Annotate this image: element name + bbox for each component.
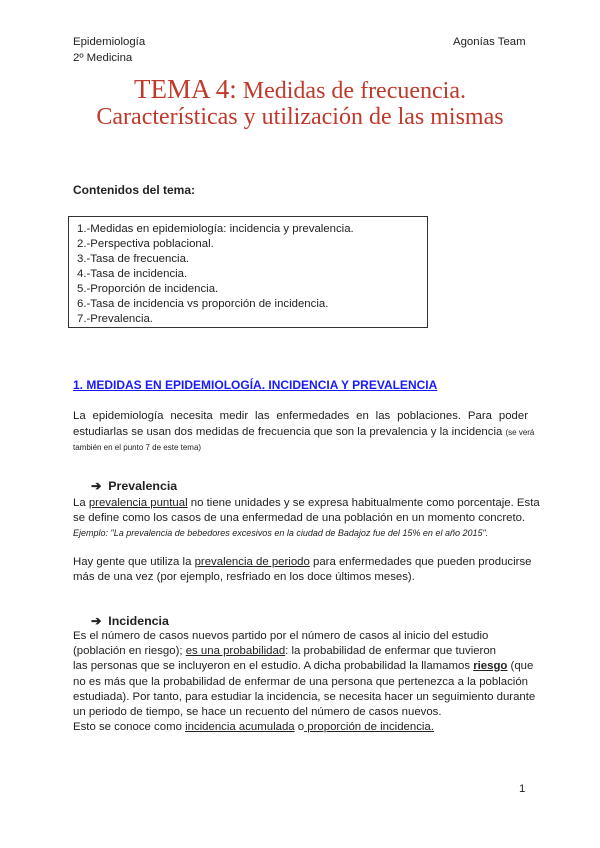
contents-box <box>68 216 428 328</box>
section-heading-link[interactable]: 1. MEDIDAS EN EPIDEMIOLOGÍA. INCIDENCIA Y PREVALENCIA <box>73 378 438 392</box>
paragraph-line: Es el número de casos nuevos partido por el número de casos al inicio del estudio <box>73 630 489 642</box>
arrow-right-icon: ➔ <box>91 479 102 493</box>
intro-line: también en el punto 7 de este tema) <box>73 443 202 452</box>
intro-line: La epidemiología necesita medir las enfermedades en las poblaciones. Para poder <box>73 410 528 422</box>
title-tema: TEMA 4: <box>134 74 237 104</box>
page-title <box>0 74 600 105</box>
header-author: Agonías Team <box>453 36 526 48</box>
toc-item: 4.-Tasa de incidencia. <box>77 268 188 280</box>
paragraph-line: se define como los casos de una enfermedad de una población en un momento concreto. <box>73 512 526 524</box>
toc-item: 2.-Perspectiva poblacional. <box>77 238 214 250</box>
toc-item: 3.-Tasa de frecuencia. <box>77 253 190 265</box>
incidencia-heading: ➔ Incidencia <box>91 614 169 628</box>
toc-item: 5.-Proporción de incidencia. <box>77 283 219 295</box>
header-subject: Epidemiología <box>73 36 146 48</box>
prevalencia-heading: ➔ Prevalencia <box>91 479 178 493</box>
intro-line: estudiarlas se usan dos medidas de frecuencia que son la prevalencia y la incidencia (se verá <box>73 426 535 438</box>
paragraph-line: (población en riesgo); es una probabilidad: la probabilidad de enfermar que tuvieron <box>73 645 497 657</box>
title-line2: Características y utilización de las mismas <box>96 104 504 130</box>
paragraph-line: Hay gente que utiliza la prevalencia de periodo para enfermedades que pueden producirse <box>73 556 532 568</box>
paragraph-line: más de una vez (por ejemplo, resfriado en los doce últimos meses). <box>73 571 415 583</box>
arrow-right-icon: ➔ <box>91 614 102 628</box>
toc-item: 1.-Medidas en epidemiología: incidencia y prevalencia. <box>77 223 354 235</box>
title-line1: Medidas de frecuencia. <box>236 78 466 104</box>
header-course: 2º Medicina <box>73 52 133 64</box>
paragraph-line: un periodo de tiempo, se hace un recuento del número de casos nuevos. <box>73 706 442 718</box>
toc-item: 7.-Prevalencia. <box>77 313 153 325</box>
paragraph-line: las personas que se incluyeron en el estudio. A dicha probabilidad la llamamos riesgo (que <box>73 660 534 672</box>
toc-item: 6.-Tasa de incidencia vs proporción de incidencia. <box>77 298 329 310</box>
paragraph-line: no es más que la probabilidad de enfermar de una persona que pertenezca a la población <box>73 676 528 688</box>
paragraph-line: estudiada). Por tanto, para estudiar la incidencia, se necesita hacer un seguimiento durante <box>73 691 536 703</box>
paragraph-line: La prevalencia puntual no tiene unidades y se expresa habitualmente como porcentaje. Esta <box>73 497 540 509</box>
paragraph-line: Esto se conoce como incidencia acumulada o proporción de incidencia. <box>73 721 434 733</box>
page-number: 1 <box>519 783 526 795</box>
example-line: Ejemplo: "La prevalencia de bebedores excesivos en la ciudad de Badajoz fue del 15% en el año 2015". <box>73 528 489 538</box>
contents-label: Contenidos del tema: <box>73 183 196 197</box>
